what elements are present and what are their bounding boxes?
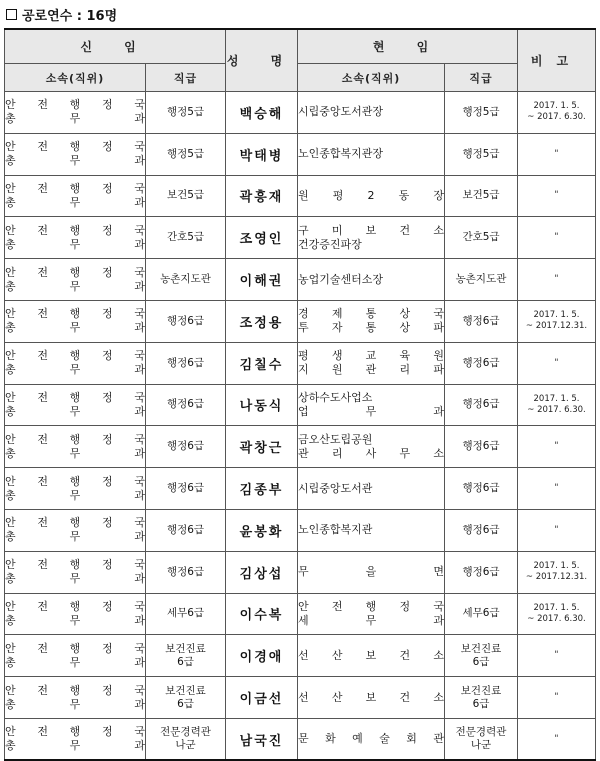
new-org-cell	[5, 426, 146, 468]
current-org-cell-line: 금오산도립공원	[298, 432, 373, 446]
table-row	[5, 677, 596, 719]
new-grade-cell	[146, 551, 226, 593]
person-name: 백승해	[226, 92, 298, 134]
new-grade-cell	[146, 593, 226, 635]
current-org-cell	[298, 718, 445, 760]
header-current-grade: 직급	[445, 64, 518, 92]
note-cell	[518, 677, 596, 719]
current-grade-cell-line: 보건5급	[462, 189, 500, 202]
current-org-cell-line: 세 무 과	[298, 613, 444, 627]
new-org-cell-line: 총 무 과	[5, 112, 145, 126]
checkbox-icon	[6, 9, 17, 20]
current-org-cell	[298, 635, 445, 677]
new-org-cell-line: 안 전 행 정 국	[5, 140, 145, 154]
current-grade-cell-line: 행정5급	[462, 105, 500, 118]
current-org-cell-line: 무 을 면	[298, 565, 444, 579]
new-org-cell-line: 총 무 과	[5, 446, 145, 460]
new-org-cell-line: 총 무 과	[5, 321, 145, 335]
new-grade-cell-line: 행정6급	[166, 314, 205, 327]
note-cell	[518, 259, 596, 301]
current-grade-cell	[445, 468, 518, 510]
new-org-cell-line: 안 전 행 정 국	[5, 474, 145, 488]
current-org-cell	[298, 259, 445, 301]
person-name: 이해권	[226, 259, 298, 301]
table-body	[5, 92, 596, 761]
note-cell-line: "	[554, 232, 559, 243]
new-grade-cell-line: 보건5급	[166, 189, 205, 202]
person-name: 나동식	[226, 384, 298, 426]
current-org-cell-line: 구 미 보 건 소	[298, 223, 444, 237]
table-row	[5, 92, 596, 134]
current-org-cell-line: 시립중앙도서관	[298, 481, 373, 495]
new-org-cell-line: 안 전 행 정 국	[5, 683, 145, 697]
current-org-cell	[298, 593, 445, 635]
person-name: 김상섭	[226, 551, 298, 593]
note-cell-line: "	[554, 441, 559, 452]
new-org-cell-line: 안 전 행 정 국	[5, 349, 145, 363]
new-grade-cell	[146, 92, 226, 134]
new-org-cell-line: 총 무 과	[5, 404, 145, 418]
note-cell	[518, 175, 596, 217]
current-org-cell-line: 지 원 관 리 파	[298, 363, 444, 377]
note-cell-line: "	[554, 357, 559, 368]
person-name: 윤봉화	[226, 509, 298, 551]
new-org-cell	[5, 509, 146, 551]
table-row	[5, 468, 596, 510]
current-org-cell	[298, 342, 445, 384]
current-grade-cell-line: 행정6급	[462, 440, 500, 453]
current-grade-cell	[445, 593, 518, 635]
current-grade-cell-line: 행정6급	[462, 482, 500, 495]
table-row	[5, 217, 596, 259]
current-grade-cell	[445, 175, 518, 217]
new-org-cell-line: 총 무 과	[5, 363, 145, 377]
new-org-cell-line: 총 무 과	[5, 739, 145, 753]
current-grade-cell	[445, 92, 518, 134]
current-org-cell-line: 안 전 행 정 국	[298, 599, 444, 613]
table-row	[5, 593, 596, 635]
note-cell	[518, 635, 596, 677]
current-org-cell	[298, 426, 445, 468]
person-name: 곽흥재	[226, 175, 298, 217]
new-grade-cell	[146, 718, 226, 760]
person-name: 이경애	[226, 635, 298, 677]
current-org-cell-line: 관 리 사 무 소	[298, 446, 444, 460]
note-cell	[518, 217, 596, 259]
note-cell-line: 2017. 1. 5.	[533, 101, 580, 112]
header-current-position: 현 임	[298, 29, 518, 64]
new-org-cell	[5, 300, 146, 342]
new-org-cell-line: 안 전 행 정 국	[5, 558, 145, 572]
new-org-cell	[5, 593, 146, 635]
current-grade-cell-line: 세무6급	[462, 607, 500, 620]
new-org-cell-line: 안 전 행 정 국	[5, 223, 145, 237]
current-org-cell-line: 상하수도사업소	[298, 390, 373, 404]
new-org-cell	[5, 217, 146, 259]
current-org-cell	[298, 175, 445, 217]
new-grade-cell	[146, 175, 226, 217]
current-grade-cell	[445, 509, 518, 551]
person-name: 박태병	[226, 133, 298, 175]
table-row	[5, 133, 596, 175]
current-grade-cell	[445, 718, 518, 760]
current-grade-cell	[445, 426, 518, 468]
note-cell	[518, 384, 596, 426]
note-cell	[518, 718, 596, 760]
current-grade-cell-line: 보건진료	[460, 642, 502, 655]
current-org-cell	[298, 384, 445, 426]
new-grade-cell	[146, 300, 226, 342]
current-org-cell-line: 선 산 보 건 소	[298, 648, 444, 662]
new-grade-cell-line: 6급	[177, 697, 194, 710]
current-grade-cell-line: 6급	[472, 655, 490, 668]
current-org-cell	[298, 551, 445, 593]
new-grade-cell	[146, 217, 226, 259]
new-grade-cell-line: 행정6급	[166, 565, 205, 578]
new-grade-cell-line: 간호5급	[166, 231, 205, 244]
current-org-cell	[298, 677, 445, 719]
note-cell	[518, 342, 596, 384]
person-name: 조영인	[226, 217, 298, 259]
new-org-cell	[5, 551, 146, 593]
new-grade-cell-line: 보건진료	[165, 684, 206, 697]
current-grade-cell-line: 행정6급	[462, 523, 500, 536]
table-row	[5, 718, 596, 760]
header-note: 비고	[518, 29, 596, 92]
table-row	[5, 551, 596, 593]
new-org-cell-line: 총 무 과	[5, 697, 145, 711]
new-grade-cell-line: 행정6급	[166, 482, 205, 495]
table-row	[5, 342, 596, 384]
table-row	[5, 300, 596, 342]
table-row	[5, 426, 596, 468]
table-row	[5, 175, 596, 217]
note-cell-line: 2017. 1. 5.	[533, 310, 580, 321]
new-org-cell-line: 총 무 과	[5, 195, 145, 209]
new-grade-cell-line: 보건진료	[165, 642, 206, 655]
note-cell-line: "	[554, 274, 559, 285]
current-grade-cell-line: 행정6급	[462, 356, 500, 369]
new-org-cell-line: 안 전 행 정 국	[5, 181, 145, 195]
new-org-cell	[5, 259, 146, 301]
new-org-cell-line: 총 무 과	[5, 530, 145, 544]
current-grade-cell	[445, 300, 518, 342]
new-grade-cell	[146, 384, 226, 426]
new-org-cell	[5, 635, 146, 677]
table-row	[5, 384, 596, 426]
current-grade-cell-line: 6급	[472, 697, 490, 710]
note-cell-line: ~ 2017. 6.30.	[527, 404, 586, 415]
current-grade-cell	[445, 133, 518, 175]
note-cell-line: 2017. 1. 5.	[533, 393, 580, 404]
note-cell-line: "	[554, 524, 559, 535]
note-cell-line: 2017. 1. 5.	[533, 602, 580, 613]
new-grade-cell-line: 행정6급	[166, 398, 205, 411]
current-grade-cell-line: 보건진료	[460, 684, 502, 697]
current-grade-cell	[445, 551, 518, 593]
current-grade-cell	[445, 259, 518, 301]
note-cell	[518, 133, 596, 175]
new-org-cell-line: 안 전 행 정 국	[5, 432, 145, 446]
new-grade-cell-line: 나군	[175, 739, 196, 752]
note-cell-line: "	[554, 483, 559, 494]
new-org-cell-line: 안 전 행 정 국	[5, 599, 145, 613]
note-cell-line: ~ 2017.12.31.	[525, 572, 588, 583]
new-grade-cell-line: 세무6급	[166, 607, 205, 620]
current-grade-cell	[445, 342, 518, 384]
current-org-cell-line: 경 제 통 상 국	[298, 307, 444, 321]
new-org-cell-line: 총 무 과	[5, 488, 145, 502]
new-org-cell	[5, 718, 146, 760]
current-grade-cell	[445, 217, 518, 259]
person-name: 이수복	[226, 593, 298, 635]
new-grade-cell-line: 전문경력관	[160, 726, 211, 739]
current-org-cell	[298, 133, 445, 175]
current-org-cell-line: 농업기술센터소장	[298, 272, 384, 286]
new-grade-cell-line: 행정5급	[166, 147, 205, 160]
new-grade-cell	[146, 342, 226, 384]
header-current-org: 소속(직위)	[298, 64, 445, 92]
note-cell	[518, 300, 596, 342]
note-cell	[518, 468, 596, 510]
note-cell-line: ~ 2017. 6.30.	[527, 112, 586, 123]
person-name: 김칠수	[226, 342, 298, 384]
new-org-cell-line: 총 무 과	[5, 613, 145, 627]
table-row	[5, 635, 596, 677]
person-name: 이금선	[226, 677, 298, 719]
table-row	[5, 509, 596, 551]
new-grade-cell	[146, 677, 226, 719]
note-cell-line: "	[554, 650, 559, 661]
current-org-cell-line: 평 생 교 육 원	[298, 349, 444, 363]
note-cell-line: "	[554, 733, 559, 744]
new-grade-cell	[146, 635, 226, 677]
header-new-position: 신 임	[5, 29, 226, 64]
new-org-cell-line: 총 무 과	[5, 279, 145, 293]
header-new-org: 소속(직위)	[5, 64, 146, 92]
new-grade-cell	[146, 259, 226, 301]
current-grade-cell-line: 행정5급	[462, 147, 500, 160]
person-name: 곽창근	[226, 426, 298, 468]
note-cell-line: "	[554, 692, 559, 703]
new-org-cell	[5, 468, 146, 510]
new-grade-cell-line: 6급	[177, 655, 194, 668]
new-grade-cell	[146, 426, 226, 468]
header-name: 성 명	[226, 29, 298, 92]
current-grade-cell-line: 행정6급	[462, 398, 500, 411]
new-org-cell-line: 총 무 과	[5, 655, 145, 669]
current-org-cell-line: 선 산 보 건 소	[298, 690, 444, 704]
current-grade-cell	[445, 635, 518, 677]
current-grade-cell-line: 행정6급	[462, 565, 500, 578]
current-grade-cell-line: 전문경력관	[455, 726, 507, 739]
header-new-grade: 직급	[146, 64, 226, 92]
note-cell-line: ~ 2017.12.31.	[525, 321, 588, 332]
table-row	[5, 259, 596, 301]
current-grade-cell-line: 행정6급	[462, 314, 500, 327]
note-cell	[518, 92, 596, 134]
note-cell	[518, 509, 596, 551]
new-org-cell-line: 안 전 행 정 국	[5, 98, 145, 112]
new-org-cell-line: 안 전 행 정 국	[5, 390, 145, 404]
new-grade-cell	[146, 509, 226, 551]
current-org-cell	[298, 468, 445, 510]
current-grade-cell	[445, 677, 518, 719]
current-org-cell-line: 노인종합복지관	[298, 523, 373, 537]
current-org-cell-line: 시립중앙도서관장	[298, 105, 384, 119]
note-cell	[518, 426, 596, 468]
note-cell-line: "	[554, 190, 559, 201]
new-org-cell-line: 총 무 과	[5, 237, 145, 251]
new-org-cell	[5, 677, 146, 719]
note-cell	[518, 593, 596, 635]
note-cell-line: 2017. 1. 5.	[533, 561, 580, 572]
current-org-cell-line: 건강증진파장	[298, 237, 362, 251]
new-grade-cell	[146, 133, 226, 175]
new-org-cell-line: 안 전 행 정 국	[5, 725, 145, 739]
new-org-cell-line: 안 전 행 정 국	[5, 516, 145, 530]
new-grade-cell-line: 행정6급	[166, 356, 205, 369]
new-grade-cell-line: 행정5급	[166, 105, 205, 118]
new-org-cell	[5, 133, 146, 175]
new-org-cell	[5, 384, 146, 426]
new-org-cell-line: 총 무 과	[5, 154, 145, 168]
current-grade-cell-line: 간호5급	[462, 231, 500, 244]
new-org-cell-line: 안 전 행 정 국	[5, 307, 145, 321]
note-cell-line: "	[554, 148, 559, 159]
current-org-cell-line: 원 평 2 동 장	[298, 188, 444, 202]
current-org-cell-line: 투 자 통 상 파	[298, 321, 444, 335]
current-org-cell-line: 노인종합복지관장	[298, 147, 384, 161]
personnel-table	[4, 28, 596, 761]
title-text: 공로연수 : 16명	[22, 8, 118, 24]
new-grade-cell-line: 행정6급	[166, 523, 205, 536]
new-org-cell	[5, 92, 146, 134]
new-org-cell	[5, 342, 146, 384]
document-title	[6, 5, 117, 23]
new-org-cell-line: 안 전 행 정 국	[5, 265, 145, 279]
current-org-cell	[298, 92, 445, 134]
new-org-cell-line: 총 무 과	[5, 572, 145, 586]
current-org-cell	[298, 300, 445, 342]
person-name: 남국진	[226, 718, 298, 760]
current-org-cell	[298, 509, 445, 551]
current-grade-cell-line: 농촌지도관	[455, 273, 507, 286]
current-org-cell-line: 업 무 과	[298, 404, 444, 418]
new-org-cell-line: 안 전 행 정 국	[5, 641, 145, 655]
person-name: 김종부	[226, 468, 298, 510]
new-grade-cell	[146, 468, 226, 510]
note-cell	[518, 551, 596, 593]
person-name: 조정용	[226, 300, 298, 342]
new-grade-cell-line: 행정6급	[166, 440, 205, 453]
new-org-cell	[5, 175, 146, 217]
new-grade-cell-line: 농촌지도관	[160, 273, 211, 286]
current-grade-cell-line: 나군	[470, 739, 492, 752]
note-cell-line: ~ 2017. 6.30.	[527, 613, 586, 624]
current-grade-cell	[445, 384, 518, 426]
current-org-cell	[298, 217, 445, 259]
current-org-cell-line: 문 화 예 술 회 관	[298, 732, 444, 746]
